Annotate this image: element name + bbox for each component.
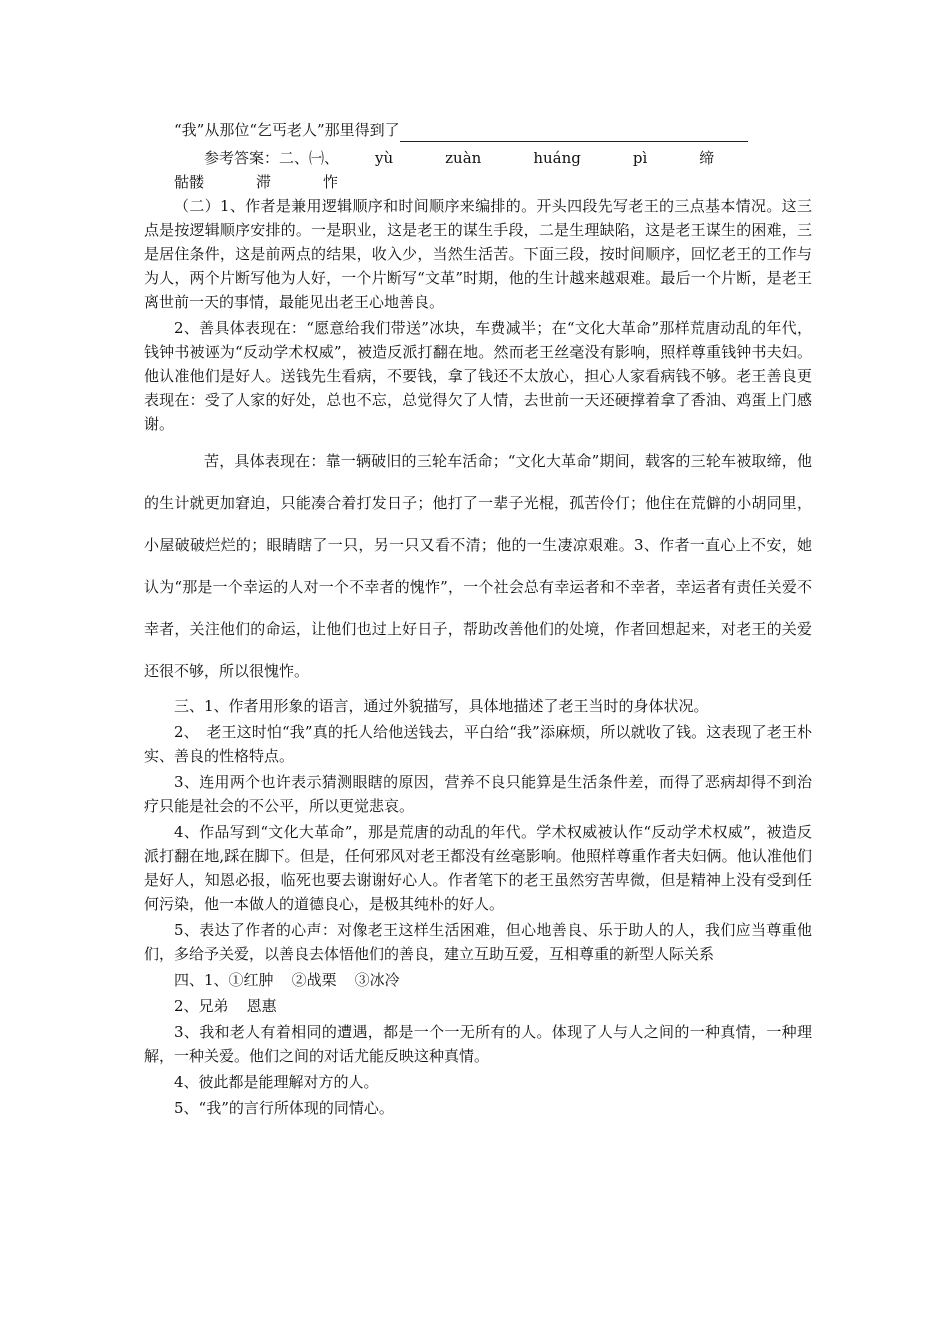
- pinyin-7: 滞: [256, 173, 272, 191]
- answer-4-2-item-2: 恩惠: [246, 997, 277, 1015]
- pinyin-8: 怍: [323, 173, 339, 191]
- answer-4-1-item-3: ③冰冷: [354, 971, 400, 989]
- answer-4-2-item-1: 兄弟: [198, 997, 229, 1015]
- question-line: [144, 118, 812, 142]
- answer-4-1-label: 四、1、: [174, 971, 229, 989]
- pinyin-1: yù: [375, 149, 394, 167]
- pinyin-6: 骷髅: [174, 173, 205, 191]
- answer-3-4: 4、作品写到“文化大革命”，那是荒唐的动乱的年代。学术权威被认作“反动学术权威”，被造反派打翻在地,踩在脚下。但是，任何邪风对老王都没有丝毫影响。他照样尊重作者夫妇俩。他认准他们是好人，知恩必报，临死也要去谢谢好心人。作者笔下的老王虽然穷苦卑微，但是精神上没有受到任何污染，他一本做人的道德良心，是极其纯朴的好人。: [144, 823, 812, 913]
- answer-3-5: 5、表达了作者的心声：对像老王这样生活困难，但心地善良、乐于助人的人，我们应当尊重他们，多给予关爱，以善良去体悟他们的善良，建立互助互爱，互相尊重的新型人际关系: [144, 921, 812, 963]
- answer-2-2: 2、善具体表现在：“愿意给我们带送”冰块，车费减半；在“文化大革命”那样荒唐动乱的年代，钱钟书被诬为“反动学术权威”，被造反派打翻在地。然而老王丝毫没有影响，照样尊重钱钟书夫妇。他认准他们是好人。送钱先生看病，不要钱，拿了钱还不太放心，担心人家看病钱不够。老王善良更表现在：受了人家的好处，总也不忘，总觉得欠了人情，去世前一天还硬撑着拿了香油、鸡蛋上门感谢。: [144, 319, 812, 433]
- answer-4-5: 5、“我”的言行所体现的同情心。: [174, 1099, 394, 1117]
- pinyin-2: zuàn: [445, 149, 482, 167]
- answer-4-1-item-2: ②战栗: [291, 971, 337, 989]
- answer-3-3: 3、连用两个也许表示猜测眼瞎的原因，营养不良只能算是生活条件差，而得了恶病却得不到治疗只能是社会的不公平，所以更觉悲哀。: [144, 773, 812, 815]
- answer-blank: [400, 125, 748, 142]
- answer-3-1: 三、1、作者用形象的语言，通过外貌描写，具体地描述了老王当时的身体状况。: [174, 697, 709, 715]
- answer-2-1: （二）1、作者是兼用逻辑顺序和时间顺序来编排的。开头四段先写老王的三点基本情况。这三点是按逻辑顺序安排的。一是职业，这是老王的谋生手段，二是生理缺陷，这是老王谋生的困难，三是居住条件，这是前两点的结果，收入少，当然生活苦。下面三段，按时间顺序，回忆老王的工作与为人，两个片断写他为人好，一个片断写“文革”时期，他的生计越来越艰难。最后一个片断，是老王离世前一天的事情，最能见出老王心地善良。: [144, 197, 812, 311]
- document-body: [144, 118, 812, 1120]
- answer-4-2: [144, 994, 812, 1018]
- answer-4-1: [144, 968, 812, 992]
- answer-3-2: 2、 老王这时怕“我”真的托人给他送钱去，平白给“我”添麻烦，所以就收了钱。这表现了老王朴实、善良的性格特点。: [144, 723, 812, 765]
- answer-label: 参考答案：二、㈠、: [204, 149, 340, 167]
- answer-header: [144, 146, 812, 194]
- answer-4-3: 3、我和老人有着相同的遭遇，都是一个一无所有的人。体现了人与人之间的一种真情，一种理解，一种关爱。他们之间的对话尤能反映这种真情。: [144, 1023, 812, 1065]
- pinyin-4: pì: [632, 149, 648, 167]
- answer-4-1-item-1: ①红肿: [228, 971, 274, 989]
- answer-2-ku: 苦，具体表现在：靠一辆破旧的三轮车活命；“文化大革命”期间，载客的三轮车被取缔，他的生计就更加窘迫，只能凑合着打发日子；他打了一辈子光棍，孤苦伶仃；他住在荒僻的小胡同里，小屋破破烂烂的；眼睛瞎了一只，另一只又看不清；他的一生凄凉艰难。3、作者一直心上不安，她认为“那是一个幸运的人对一个不幸者的愧怍”，一个社会总有幸运者和不幸者，幸运者有责任关爱不幸者，关注他们的命运，让他们也过上好日子，帮助改善他们的处境，作者回想起来，对老王的关爱还很不够，所以很愧怍。: [144, 452, 812, 680]
- pinyin-5: 缔: [699, 149, 715, 167]
- question-text: “我”从那位“乞丐老人”那里得到了: [174, 121, 400, 139]
- pinyin-3: huáng: [533, 149, 581, 167]
- answer-4-4: 4、彼此都是能理解对方的人。: [174, 1073, 379, 1091]
- answer-4-2-label: 2、: [174, 997, 199, 1015]
